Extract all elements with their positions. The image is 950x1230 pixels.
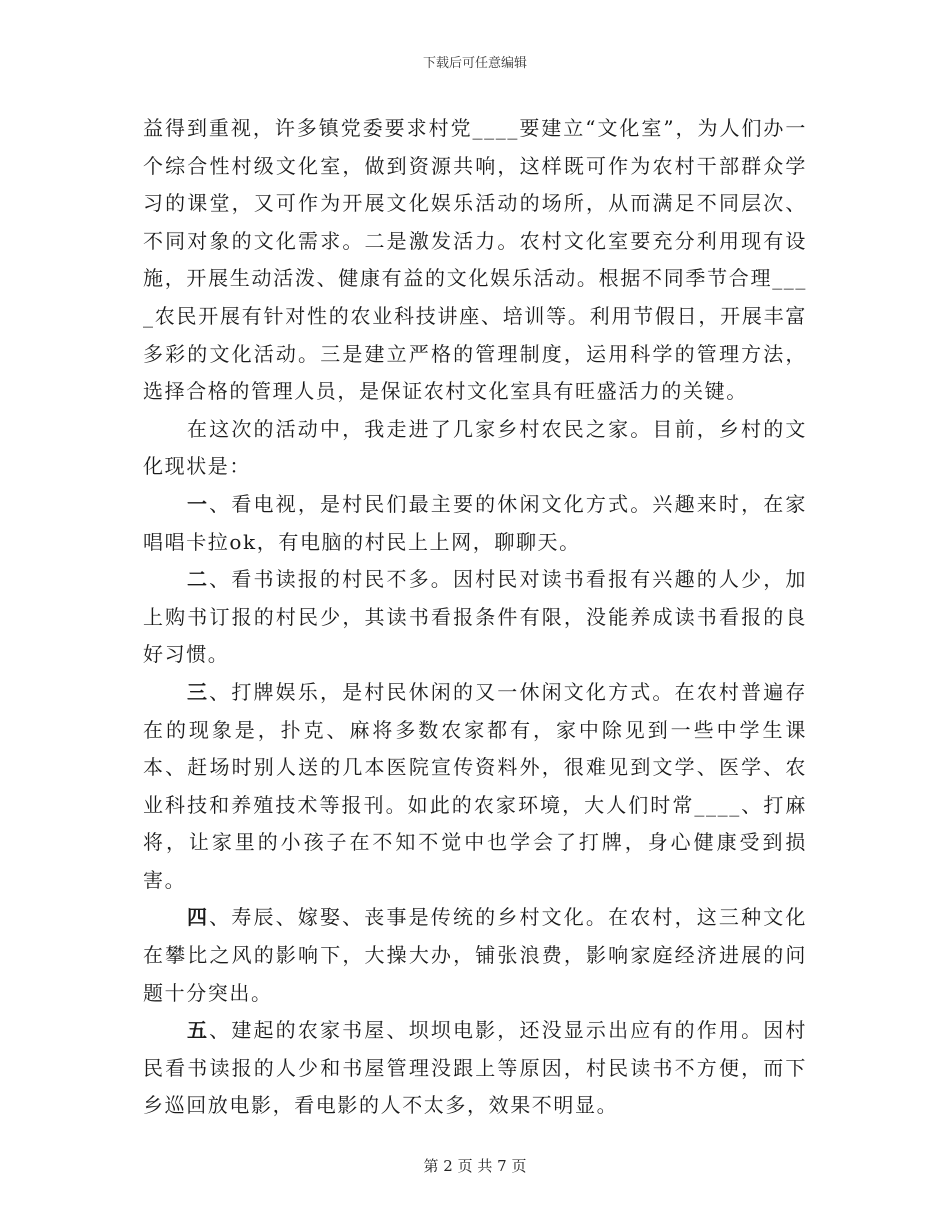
paragraph-continuation: [143, 110, 807, 411]
paragraph-text: 、看电视，是村民们最主要的休闲文化方式。兴趣来时，在家唱唱卡拉ok，有电脑的村民上上网，聊聊天。: [143, 491, 807, 554]
paragraph-item-4: [143, 899, 807, 1012]
paragraph-text: 、看书读报的村民不多。因村民对读书看报有兴趣的人少，加上购书订报的村民少，其读书看报条件有限，没能养成读书看报的良好习惯。: [143, 567, 807, 667]
paragraph-intro: [143, 411, 807, 486]
paragraph-item-1: [143, 486, 807, 561]
paragraph-text: 益得到重视，许多镇党委要求村党____要建立“文化室”，为人们办一个综合性村级文化室，做到资源共响，这样既可作为农村干部群众学习的课堂，又可作为开展文化娱乐活动的场所，从而满足不同层次、不同对象的文化需求。二是激发活力。农村文化室要充分利用现有设施，开展生动活泼、健康有益的文化娱乐活动。根据不同季节合理____农民开展有针对性的农业科技讲座、培训等。利用节假日，开展丰富多彩的文化活动。三是建立严格的管理制度，运用科学的管理方法，选择合格的管理人员，是保证农村文化室具有旺盛活力的关键。: [143, 116, 807, 404]
page-number: 第 2 页 共 7 页: [423, 1157, 527, 1175]
item-number: 三: [187, 679, 210, 704]
item-number: 二: [187, 567, 210, 592]
item-number: 五: [187, 1018, 210, 1043]
item-number: 四: [187, 905, 210, 930]
body-text: [143, 110, 807, 1125]
paragraph-text: 、寿辰、嫁娶、丧事是传统的乡村文化。在农村，这三种文化在攀比之风的影响下，大操大办，铺张浪费，影响家庭经济进展的问题十分突出。: [143, 905, 807, 1005]
paragraph-item-2: [143, 561, 807, 674]
item-number: 一: [187, 491, 210, 516]
header-note: 下载后可任意编辑: [422, 56, 527, 71]
paragraph-item-5: [143, 1012, 807, 1125]
paragraph-text: 、打牌娱乐，是村民休闲的又一休闲文化方式。在农村普遍存在的现象是，扑克、麻将多数农家都有，家中除见到一些中学生课本、赶场时别人送的几本医院宣传资料外，很难见到文学、医学、农业科技和养殖技术等报刊。如此的农家环境，大人们时常____、打麻将，让家里的小孩子在不知不觉中也学会了打牌，身心健康受到损害。: [143, 679, 807, 892]
paragraph-text: 、建起的农家书屋、坝坝电影，还没显示出应有的作用。因村民看书读报的人少和书屋管理没跟上等原因，村民读书不方便，而下乡巡回放电影，看电影的人不太多，效果不明显。: [143, 1018, 807, 1118]
paragraph-text: 在这次的活动中，我走进了几家乡村农民之家。目前，乡村的文化现状是：: [143, 416, 807, 479]
paragraph-item-3: [143, 674, 807, 900]
